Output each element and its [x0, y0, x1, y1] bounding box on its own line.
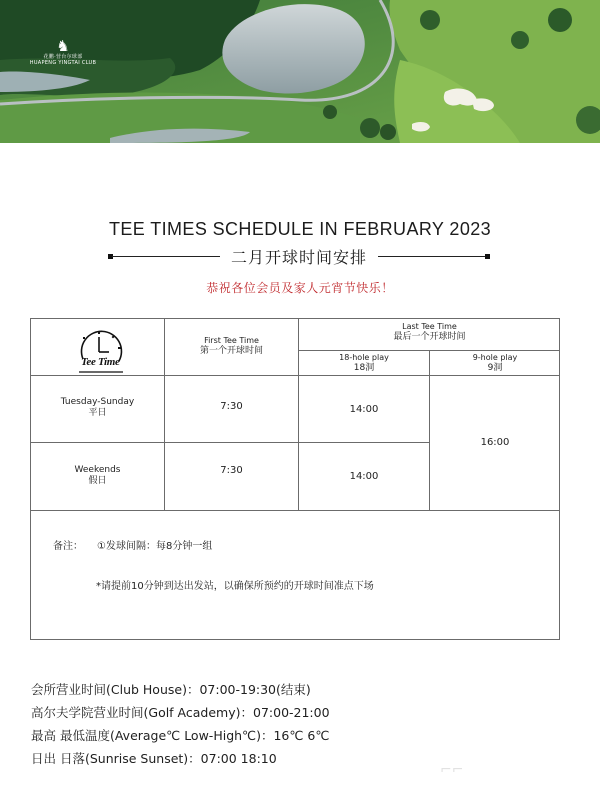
row-weekday-cn: 平日 — [88, 408, 107, 418]
logo-text: 花鹏·营台尔球部 — [43, 54, 83, 60]
academy-hours: 高尔夫学院营业时间(Golf Academy)：07:00-21:00 — [31, 705, 330, 720]
row-weekend-en: Weekends — [74, 465, 121, 475]
clubhouse-hours: 会所营业时间(Club House)：07:00-19:30(结束) — [31, 682, 311, 697]
faint-watermark-icon: ⌐⌐ — [440, 762, 464, 778]
schedule-table — [30, 318, 560, 640]
page-subtitle: 二月开球时间安排 — [230, 248, 367, 267]
tee-time-clock-icon — [75, 327, 127, 375]
row-weekend-cn: 假日 — [88, 476, 107, 486]
festival-greeting: 恭祝各位会员及家人元宵节快乐！ — [206, 281, 394, 295]
weekend-last-18: 14:00 — [349, 471, 379, 482]
grid-line — [31, 510, 560, 511]
note-arrival: *请提前10分钟到达出发站，以确保所预约的开球时间准点下场 — [96, 581, 374, 592]
horse-logo-icon: ♞ — [56, 37, 70, 55]
divider-line-right — [378, 256, 486, 257]
last-tee-header — [299, 322, 560, 343]
subtitle-row — [108, 244, 490, 268]
page-title: TEE TIMES SCHEDULE IN FEBRUARY 2023 — [108, 219, 492, 239]
last-tee-header-cn: 最后一个开球时间 — [393, 332, 466, 342]
hole18-header-cn: 18洞 — [353, 363, 375, 373]
hole9-header-en: 9-hole play — [472, 353, 518, 362]
club-info — [31, 679, 330, 771]
temperature: 最高 最低温度(Average℃ Low-High℃)：16℃ 6℃ — [31, 728, 330, 743]
tee-time-label: Tee Time — [81, 356, 120, 368]
hole18-header-en: 18-hole play — [339, 353, 389, 362]
sunrise-sunset: 日出 日落(Sunrise Sunset)：07:00 18:10 — [31, 751, 277, 766]
weekday-last-18: 14:00 — [349, 404, 379, 415]
first-tee-header-cn: 第一个开球时间 — [199, 346, 263, 356]
grid-line — [298, 350, 560, 351]
club-logo — [18, 38, 108, 72]
logo-subtext: HUAPENG YINGTAI CLUB — [29, 60, 97, 66]
course-banner — [0, 0, 600, 143]
last-9-hole-time: 16:00 — [480, 437, 510, 448]
hole9-header-cn: 9洞 — [487, 363, 503, 373]
first-tee-header — [165, 336, 298, 357]
grid-line — [31, 442, 429, 443]
row-weekday-label — [31, 397, 164, 419]
weekend-first-tee: 7:30 — [220, 465, 243, 476]
grid-line — [429, 350, 430, 510]
notes-label: 备注： — [53, 541, 83, 552]
notes — [53, 537, 374, 592]
last-tee-header-en: Last Tee Time — [402, 322, 457, 331]
note-tee-interval: ①发球间隔：每8分钟一组 — [97, 541, 213, 552]
row-weekend-label — [31, 465, 164, 487]
grid-line — [31, 375, 560, 376]
weekday-first-tee: 7:30 — [220, 401, 243, 412]
hole9-header — [430, 353, 560, 374]
divider-dot-right — [485, 254, 490, 259]
first-tee-header-en: First Tee Time — [204, 336, 259, 345]
hole18-header — [299, 353, 429, 374]
row-weekday-en: Tuesday-Sunday — [60, 397, 135, 407]
